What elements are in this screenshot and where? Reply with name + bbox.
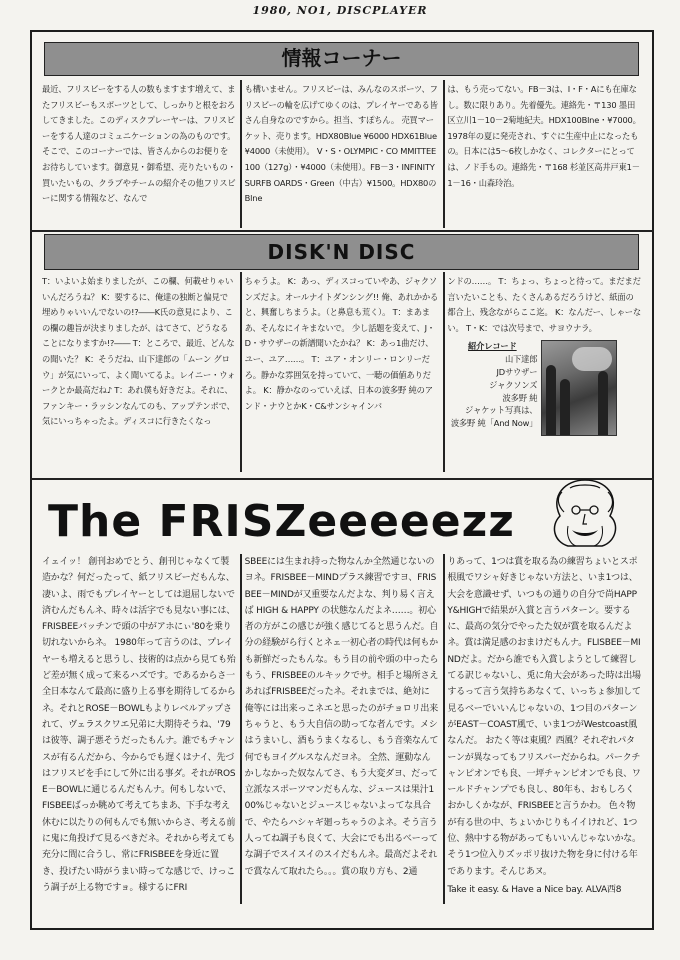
fris-col-2: SBEEには生まれ持った物なんか全然通じないのヨネ。FRISBEE－MINDプラス練習ですヨ、FRISBEE－MINDが又重要なんだよな、判り易く言えば HIGH & HAPPY の状態なんだよネ……。初心者の方がこの感じが強く感じてると思うんだ。自分の経験がら行くとネェ一初心者の時代は何もかも新鮮だったもんな。もう目の前や頭の中ったらもう、FRISBEEのルキックでサ。相手と場所さえあればFRISBEEだったネ。それまでは、絶対に俺等には出来っこネエと思ったのがチョロリ出来ちゃうと、もう大自信の助ってな者んです。メシはうまいし、酒もうまくなるし、もう音楽なんて何でもヨイグルスなんだヨネ。 全然、運動なんかしなかった奴なんてさ、もう大変ダヨ、だって立派なスポーツマンだもんな、ジュースは果汁100%じゃないとジュースじゃないよってな具合で、やたらハシャギ廻っちゃうのよネ。そう言う人ってね調子も良くて、大会にでも出るべーってな調子でスイスイのスイだもんネ。最高だよそれで賞なんて取れたら。。。賞の取り方も、2通 [244,557,439,877]
info-columns [42,82,641,228]
record-item: ジャクソンズ [489,379,538,390]
fris-signoff: Take it easy. & Have a Nice bay. ALVA西8 [447,884,622,895]
column-divider [240,80,242,228]
photo-caption: 波多野 純「And Now」 [450,418,538,429]
disk-col-3 [447,274,641,474]
record-item: JDサウザー [496,366,538,377]
fris-col-3-text: りあって、1つは賞を取る為の練習ちょいとスポ根風でワシャ好きじゃない方法と、いま1つは、大会を意識せず、いつもの通りの自分で尚HAPPY&HIGHで結果が入賞と言うパターン。要するに、最高の気分でやったた奴が賞を取るんだよネ。賞は満足感のおまけだもんナ。FLISBEE－MINDだよ。だから誰でも入賞しようとして練習してる訳じゃないし、兎に角大会があった時は出場するって言う気持ちあなくて、いっちょ参加して見るベーでいいんじゃないの、1つ目のパターンがEAST－COAST風で、いま1つがWestcoast風なんだ。 おたく等は東風？西風？それぞれパターンが異なってもフリスバーだからね。パークチャンピオンでも良、一坪チャンピオンでも良、ワールドチャンプでも良し、80年も、おもしろくおかしくかなが、FRISBEEと言うかわ。 色々物が有る世の中、ちょいかじりもイイけれど、1つ位、熱中する物があってもいいんじゃないかな。そう1つ位入りズッポリ抜けた物を身に付ける年であります。そんじあヌ。 [447,557,641,877]
disk-col-3-text: ンドの……。 T：ちょっ、ちょっと待って。まだまだ言いたいことも、たくさんあるだろうけど、紙面の都合上、残念ながらここ迄。 K：なんだー、しゃーない。 T・K：では次号まで、サヨウナラ。 [447,276,641,333]
album-cover-photo [541,340,617,436]
record-list [447,340,537,436]
friszeeeeezz-title: The FRISZeeeeezz [48,496,515,547]
column-divider [443,554,445,904]
record-box [447,340,641,436]
fris-col-1: イェイッ！ 創刊おめでとう、創刊じゃなくて製造かな？何だったって、紙フリスビーだもんな、凄いよ、雨でもプレイヤーとしては退屈しないで済むんだもんネ、時々は活字でも見ない事には、FRISBEEバッチンで頭の中がアホにぃ'80を乗り切れないからネ。 1980年って言うのは、プレイヤーも増えると思うし、技術的は点から見ても殆ど差が無く成って来るハズです。であるからさ一全日本なんて最高に盛り上る事を期待してるからネ。それとROSE－BOWLもよりレベルアップされて、ヴェラスクワエ兄弟に大期待そうね、'79は彼等、調子悪そうだったもんナ。誰でもチャンスが有るんだから、今からでも遅くはナイ、先づはフリスビを手にして外に出る事ダ。それがROSE－BOWLに通じるんだもんナ。何もしないで、FISBEEばっか眺めて考えてちまあ、下手な考え休むに以たりの何もんでも無いからさ、考える前に鬼に角投げて見るべきだネ。それから考えても充分に間に合うし、常にFRISBEEを身近に置き、投げたい時がうまい時ってな感じで、けっこう調子が上る物ですョ。様するにFRI [42,557,236,893]
info-col-2: も構いません。フリスビーは、みんなのスポーツ、フリスビーの輪を広げてゆくのは、プレイヤーである皆さん自身なのですから。担当、すぽちん。 売買マーケット、売ります。HDX80Blue ¥6000 HDX61Blue ¥4000（未使用）。 V・S・OLYMPIC・CO MMITTEE 100（127g）・¥4000（未使用）。FB－3・INFINITYSURFB OARDS・Green（中古）¥1500。HDX80のBlne [244,84,438,204]
disk-columns [42,274,641,474]
fris-columns [42,554,641,904]
photo-caption: ジャケット写真は、 [465,405,538,416]
info-col-3: は、もう売ってない。FB－3は、I・F・Aにも在庫なし。数に限りあり。先着優先。連絡先・〒130 墨田区立川1－10－2菊地紀夫。HDX100Blne・¥7000。1978年の夏に発売され、すぐに生産中止になったもの。日本には5～6枚しかなく、コレクターにとっては、ノド手もの。連絡先・〒168 杉並区高井戸東1－1－16・山森玲治。 [447,84,641,188]
info-corner-banner: 情報コーナー [44,42,639,76]
fris-col-3 [447,554,641,904]
disk-col-2: ちゃうよ。 K：あっ、ディスコっていやあ、ジャクソンズだよ。オールナイトダンシング!! 俺、あれかかると、興奮しちまうよ。（と鼻息も荒く）。 T：まあまあ、そんなにイキまないで。 少し話題を変えて、J・D・サウザーの新譜聞いたかね？ K：あっ1曲だけ、ユー、ユア……。 T：ユア・オンリー・ロンリーだろ。静かな雰囲気を持っていて、一聴の価値ありだよ。 K：静かなのっていえば、日本の波多野 純のアンド・ナウとかK・C&サンシャインバ [244,276,439,411]
column-divider [240,272,242,472]
column-divider [443,80,445,228]
column-divider [443,272,445,472]
column-divider [240,554,242,904]
record-item: 波多野 純 [502,392,538,403]
info-col-1: 最近、フリスビーをする人の数もますます増えて、またフリスビーもスポーツとして、しっかりと根をおろしてきました。このディスクプレーヤーは、フリスビーをする人達のコミュニケーションの為のものです。そこで、このコーナーでは、皆さんからのお便りをお待ちしています。御意見・御希望、売りたいもの・買いたいもの、クラブやチームの紹介その他フリスビーに関する情報など、なんで [42,84,236,204]
record-item: 山下達郎 [504,354,538,365]
disk-n-disc-banner: DISK'N DISC [44,234,639,270]
section-divider [30,230,654,232]
record-title: 紹介レコード [468,341,517,352]
disk-col-1: T：いよいよ始まりましたが、この欄、何載せりゃいいんだろうね？ K：要するに、俺達の独断と偏見で埋めりゃいいんでないの!?――K氏の意見により、この欄の趣旨が決まりましたが、はてさて、どうなることになりますか!?―― T：ところで、最近、どんなの聞いた？ K：そうだね、山下達郎の「ムーン グロウ」が気にいって、よく聞いてるよ。レイニー・ウォークとか最高だね♪ T：あれ僕も好きだよ。それに、ファンキー・ラッシンなんてのも、アップテンポで、気にいっちゃったよ。ディスコに行きたくなっ [42,276,236,427]
cartoon-face-illustration [540,476,630,552]
page-header: 1980, NO1, DISCPLAYER [252,4,428,17]
